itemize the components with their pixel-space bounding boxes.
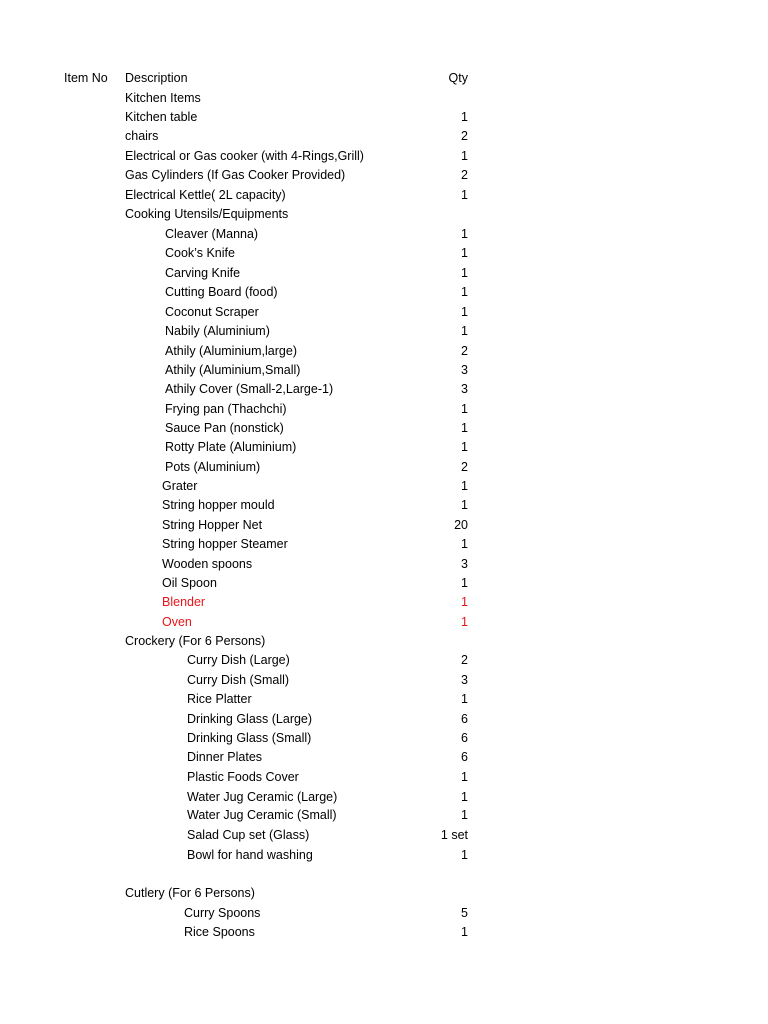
item-qty: 1	[461, 848, 468, 862]
item-description: Cleaver (Manna)	[165, 227, 259, 241]
item-qty: 1	[461, 498, 468, 512]
item-description: String hopper Steamer	[162, 537, 288, 551]
item-qty: 1	[461, 790, 468, 804]
item-description: Carving Knife	[165, 266, 241, 280]
section-row	[0, 632, 768, 651]
item-qty: 6	[461, 712, 468, 726]
table-row	[0, 496, 768, 515]
item-description: Gas Cylinders (If Gas Cooker Provided)	[125, 168, 346, 182]
section-row	[0, 205, 768, 224]
item-description: Coconut Scraper	[165, 305, 259, 319]
item-qty: 1	[461, 925, 468, 939]
item-qty: 1	[461, 246, 468, 260]
item-qty: 20	[454, 518, 468, 532]
item-qty: 1	[461, 421, 468, 435]
item-qty: 1	[461, 440, 468, 454]
item-qty: 1	[461, 149, 468, 163]
item-qty: 2	[461, 344, 468, 358]
table-row	[0, 923, 768, 942]
table-row	[0, 438, 768, 457]
item-qty: 2	[461, 460, 468, 474]
table-row	[0, 244, 768, 263]
table-row	[0, 342, 768, 361]
item-qty: 3	[461, 673, 468, 687]
item-qty: 1	[461, 537, 468, 551]
item-qty: 2	[461, 168, 468, 182]
section-cooking-utensils: Cooking Utensils/Equipments	[125, 207, 289, 221]
item-qty: 2	[461, 129, 468, 143]
table-row	[0, 555, 768, 574]
item-description: Oven	[162, 615, 192, 629]
item-qty: 1	[461, 595, 468, 609]
item-qty: 1	[461, 770, 468, 784]
item-description: Water Jug Ceramic (Small)	[187, 808, 337, 822]
item-description: Electrical Kettle( 2L capacity)	[125, 188, 286, 202]
item-description: Water Jug Ceramic (Large)	[187, 790, 338, 804]
table-row	[0, 788, 768, 807]
item-qty: 1	[461, 110, 468, 124]
item-qty: 6	[461, 731, 468, 745]
item-description: Athily (Aluminium,large)	[165, 344, 297, 358]
table-row	[0, 826, 768, 845]
table-row	[0, 710, 768, 729]
item-description: Rice Spoons	[184, 925, 255, 939]
header-row	[0, 69, 768, 88]
table-row	[0, 806, 768, 825]
section-kitchen-items: Kitchen Items	[125, 91, 201, 105]
section-crockery: Crockery (For 6 Persons)	[125, 634, 266, 648]
table-row	[0, 535, 768, 554]
item-qty: 1	[461, 402, 468, 416]
table-row	[0, 127, 768, 146]
item-description: String hopper mould	[162, 498, 275, 512]
item-description: Sauce Pan (nonstick)	[165, 421, 284, 435]
item-qty: 1	[461, 479, 468, 493]
item-qty: 1	[461, 615, 468, 629]
table-row	[0, 748, 768, 767]
table-row	[0, 846, 768, 865]
table-row	[0, 147, 768, 166]
item-description: Rice Platter	[187, 692, 252, 706]
item-description: Plastic Foods Cover	[187, 770, 299, 784]
table-row	[0, 322, 768, 341]
item-qty: 1	[461, 576, 468, 590]
table-row	[0, 516, 768, 535]
item-description: Electrical or Gas cooker (with 4-Rings,Grill)	[125, 149, 364, 163]
description-header: Description	[125, 71, 188, 85]
table-row	[0, 166, 768, 185]
item-qty: 6	[461, 750, 468, 764]
item-description: Athily Cover (Small-2,Large-1)	[165, 382, 334, 396]
item-qty: 1 set	[440, 828, 468, 842]
table-row	[0, 303, 768, 322]
item-qty: 1	[461, 808, 468, 822]
qty-header: Qty	[448, 71, 468, 85]
item-qty: 1	[461, 227, 468, 241]
section-row	[0, 884, 768, 903]
item-qty: 3	[461, 363, 468, 377]
item-qty: 2	[461, 653, 468, 667]
table-row	[0, 458, 768, 477]
item-qty: 1	[461, 285, 468, 299]
item-description: Kitchen table	[125, 110, 198, 124]
item-qty: 3	[461, 382, 468, 396]
item-description: Rotty Plate (Aluminium)	[165, 440, 297, 454]
item-description: Curry Dish (Small)	[187, 673, 290, 687]
item-description: Oil Spoon	[162, 576, 217, 590]
table-row	[0, 264, 768, 283]
table-row	[0, 671, 768, 690]
item-description: String Hopper Net	[162, 518, 263, 532]
table-row	[0, 283, 768, 302]
item-qty: 1	[461, 305, 468, 319]
item-description: Drinking Glass (Large)	[187, 712, 313, 726]
item-qty: 5	[461, 906, 468, 920]
item-description: Salad Cup set (Glass)	[187, 828, 310, 842]
item-description: Frying pan (Thachchi)	[165, 402, 287, 416]
item-description: chairs	[125, 129, 159, 143]
item-description: Grater	[162, 479, 198, 493]
table-row	[0, 651, 768, 670]
item-description: Blender	[162, 595, 206, 609]
item-description: Pots (Aluminium)	[165, 460, 261, 474]
table-row	[0, 225, 768, 244]
item-qty: 3	[461, 557, 468, 571]
table-row	[0, 729, 768, 748]
table-row	[0, 400, 768, 419]
table-row	[0, 574, 768, 593]
table-row	[0, 361, 768, 380]
table-row	[0, 186, 768, 205]
table-row	[0, 768, 768, 787]
item-description: Nabily (Aluminium)	[165, 324, 270, 338]
table-row	[0, 419, 768, 438]
item-qty: 1	[461, 324, 468, 338]
table-row	[0, 380, 768, 399]
item-no-header: Item No	[64, 71, 108, 85]
item-description: Cutting Board (food)	[165, 285, 278, 299]
table-row	[0, 904, 768, 923]
item-description: Cook’s Knife	[165, 246, 235, 260]
table-row	[0, 108, 768, 127]
item-qty: 1	[461, 266, 468, 280]
table-row	[0, 477, 768, 496]
item-description: Bowl for hand washing	[187, 848, 313, 862]
item-qty: 1	[461, 692, 468, 706]
item-description: Wooden spoons	[162, 557, 253, 571]
table-row-highlighted	[0, 613, 768, 632]
item-description: Curry Spoons	[184, 906, 261, 920]
item-description: Curry Dish (Large)	[187, 653, 290, 667]
item-description: Dinner Plates	[187, 750, 263, 764]
section-row	[0, 89, 768, 108]
item-description: Athily (Aluminium,Small)	[165, 363, 301, 377]
item-description: Drinking Glass (Small)	[187, 731, 312, 745]
section-cutlery: Cutlery (For 6 Persons)	[125, 886, 255, 900]
item-qty: 1	[461, 188, 468, 202]
table-row-highlighted	[0, 593, 768, 612]
table-row	[0, 690, 768, 709]
